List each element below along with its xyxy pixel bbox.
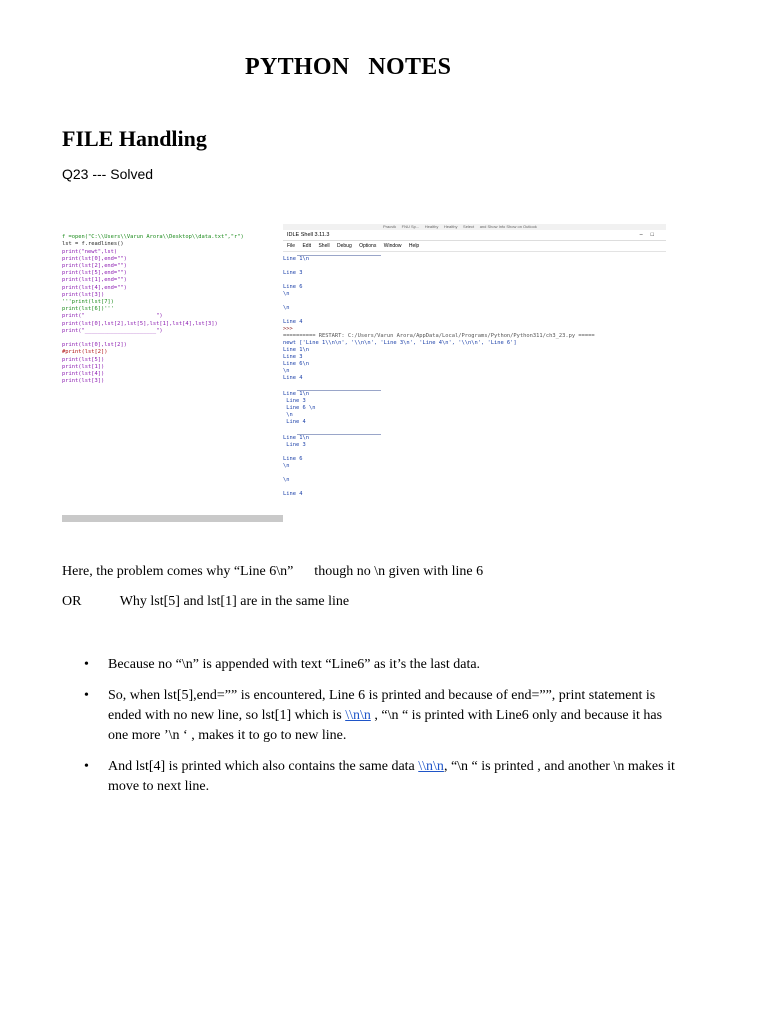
code-line: lst = f.readlines() <box>62 241 124 248</box>
escape-link[interactable]: \\n\n <box>418 759 444 774</box>
explanation-question: Here, the problem comes why “Line 6\n” though no \n given with line 6 <box>62 564 484 579</box>
horizontal-scrollbar[interactable] <box>62 515 283 522</box>
output-line: Line 4 <box>283 491 303 497</box>
shell-prompt: >>> <box>283 326 293 332</box>
output-line: Line 4 <box>283 319 303 325</box>
list-item <box>82 757 682 797</box>
menu-edit[interactable]: Edit <box>302 243 312 249</box>
answer-list <box>82 655 682 808</box>
escape-link[interactable]: \\n\n <box>345 708 371 723</box>
code-line: print(lst[5],end="") <box>62 270 127 277</box>
code-line: #print(lst[2]) <box>62 349 108 356</box>
code-line: print(lst[6])''' <box>62 306 114 313</box>
menu-file[interactable]: File <box>287 243 296 249</box>
section-heading: FILE Handling <box>62 126 207 151</box>
output-separator <box>297 434 381 435</box>
shell-title: IDLE Shell 3.11.3 <box>287 232 330 238</box>
output-line: Line 1\n <box>283 347 309 353</box>
shell-output <box>283 254 666 498</box>
code-line: print(lst[3]) <box>62 378 105 385</box>
code-line: print(lst[1]) <box>62 363 105 370</box>
output-line: Line 6 \n <box>283 405 316 411</box>
output-line: Line 4 <box>283 375 303 381</box>
menu-options[interactable]: Options <box>359 243 377 249</box>
bullet-icon: • <box>84 657 89 672</box>
code-line: print(lst[4],end="") <box>62 284 127 291</box>
code-line: print(lst[0],end="") <box>62 255 127 262</box>
output-line: \n <box>283 412 293 418</box>
bullet-text: And lst[4] is printed which also contains the same data <box>108 759 419 774</box>
page-title: PYTHON NOTES <box>245 54 452 80</box>
output-line: \n <box>283 305 290 311</box>
output-line: Line 3 <box>283 270 303 276</box>
menu-window[interactable]: Window <box>383 243 402 249</box>
list-item <box>82 686 682 746</box>
idle-shell-window <box>283 224 666 522</box>
restart-line: ========== RESTART: C:/Users/Varun Arora/AppData/Local/Programs/Python/Python311/ch3_23.py ===== <box>283 333 595 339</box>
output-line: Line 3 <box>283 398 306 404</box>
code-line: print(lst[0],lst[2],lst[5],lst[1],lst[4],lst[3]) <box>62 320 218 327</box>
shell-titlebar <box>283 230 666 241</box>
question-label: Q23 --- Solved <box>62 166 154 182</box>
code-line: print(lst[2],end="") <box>62 263 127 270</box>
output-line: Line 1\n <box>283 256 309 262</box>
bullet-text: So, when lst[5],end=”” is encountered, Line 6 is printed and because of end=””, print statement is ended with no new line, so lst[1] which is <box>108 688 656 723</box>
menu-help[interactable]: Help <box>408 243 420 249</box>
code-line: print("newt",lst) <box>62 248 118 255</box>
output-line: \n <box>283 291 290 297</box>
output-line: \n <box>283 477 290 483</box>
output-line: Line 4 <box>283 419 306 425</box>
menu-shell[interactable]: Shell <box>318 243 330 249</box>
bullet-text: Because no “\n” is appended with text “Line6” as it’s the last data. <box>108 657 481 672</box>
output-line: Line 6 <box>283 456 303 462</box>
output-line: Line 1\n <box>283 391 309 397</box>
code-line: print(lst[4]) <box>62 371 105 378</box>
bullet-icon: • <box>84 759 89 774</box>
output-line: Line 3 <box>283 442 306 448</box>
output-line: Line 3 <box>283 354 303 360</box>
editor-pane <box>62 224 284 522</box>
code-line: print(lst[3]) <box>62 291 105 298</box>
output-line: Line 1\n <box>283 435 309 441</box>
output-separator <box>297 255 381 256</box>
output-line: \n <box>283 463 290 469</box>
code-line: print(" ") <box>62 313 163 320</box>
bullet-text: , “\n “ is printed with Line6 only and because it has one more ’\n ‘ , makes it to go to new line. <box>108 708 663 743</box>
newt-line: newt ['Line 1\\n\n', '\\n\n', 'Line 3\n', 'Line 4\n', '\\n\n', 'Line 6'] <box>283 340 517 346</box>
output-line: Line 6\n <box>283 361 309 367</box>
code-line: '''print(lst[7]) <box>62 299 114 306</box>
taskbar-strip: Pracvik FNU Sp... Healthy Healthy Select and Show Info Show on Outlook <box>283 224 666 230</box>
code-line: f =open("C:\\Users\\Varun Arora\\Desktop\\data.txt","r") <box>62 234 244 241</box>
explanation-alt-question: OR Why lst[5] and lst[1] are in the same line <box>62 594 350 609</box>
output-separator <box>297 390 381 391</box>
code-line: print(lst[5]) <box>62 356 105 363</box>
editor-code <box>62 227 283 393</box>
shell-menubar <box>283 241 666 252</box>
code-line: print(lst[0],lst[2]) <box>62 342 127 349</box>
bullet-text: , “\n “ is printed , and another \n makes it move to next line. <box>108 759 675 794</box>
menu-debug[interactable]: Debug <box>336 243 352 249</box>
code-line: print(lst[1],end="") <box>62 277 127 284</box>
code-line: print("______________________") <box>62 327 163 334</box>
output-line: \n <box>283 368 290 374</box>
list-item <box>82 655 682 675</box>
output-line: Line 6 <box>283 284 303 290</box>
bullet-icon: • <box>84 688 89 703</box>
code-screenshot <box>62 224 666 522</box>
window-controls[interactable]: –□ <box>639 232 662 238</box>
